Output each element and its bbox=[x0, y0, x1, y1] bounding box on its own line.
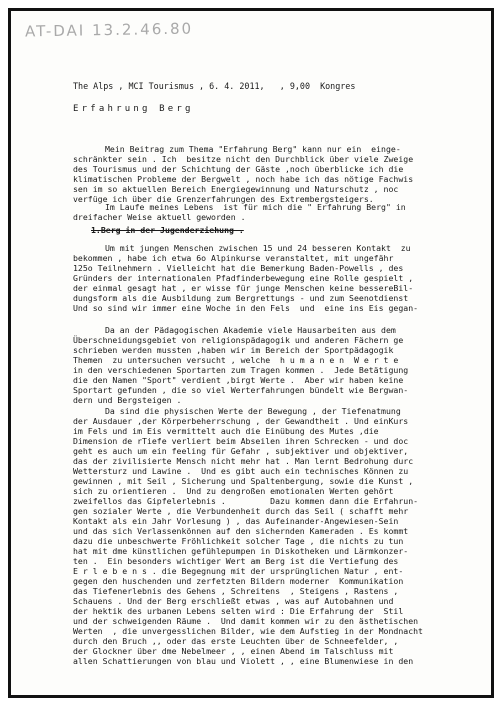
text-line: sich zu orientieren . Und zu dengroßen emotionalen Werten gehört bbox=[73, 486, 394, 496]
text-line: klimatischen Probleme der Bergwelt , noch habe ich das nötige Fachwis bbox=[73, 174, 414, 184]
text-line: Mein Beitrag zum Thema "Erfahrung Berg" kann nur ein einge- bbox=[105, 144, 401, 154]
text-line: durch den Bruch ,, oder das erste Leuchten über de Schneefelder, , bbox=[73, 636, 399, 646]
text-line: geht es auch um ein feeling für Gefahr , subjektiver und objektiver, bbox=[73, 446, 409, 456]
text-line: das Tiefenerlebnis des Gehens , Schreitens , Steigens , Rastens , bbox=[73, 586, 399, 596]
text-line: dern und Bergsteigen . bbox=[73, 395, 182, 405]
text-line: Dimension de rTiefe verliert beim Abseilen ihren Schrecken - und doc bbox=[73, 436, 409, 446]
text-line: Überschneidungsgebiet von religionspädagogik und anderen Fächern ge bbox=[73, 335, 404, 345]
text-line: dungsform als die Ausbildung zum Bergrettungs - und zum Seenotdienst bbox=[73, 293, 409, 303]
text-line: und das sich Verlassenkönnen auf den sichernden Kameraden . Es kommt bbox=[73, 526, 409, 536]
text-line: Sportart gefunden , die so viel Werterfahrungen bündelt wie Bergwan- bbox=[73, 385, 409, 395]
text-line: sen im so aktuellen Bereich Energiegewinnung und Naturschutz , noc bbox=[73, 184, 399, 194]
text-line: und der schweigenden Räume . Und damit kommen wir zu den ästhetischen bbox=[73, 616, 419, 626]
text-line: der hektik des urbanen Lebens selten wird : Die Erfahrung der Stil bbox=[73, 606, 404, 616]
document-header: The Alps , MCI Tourismus , 6. 4. 2011, , 9,00 Kongres bbox=[73, 81, 356, 91]
text-line: Da an der Pädagogischen Akademie viele Hausarbeiten aus dem bbox=[105, 325, 396, 335]
text-line: hat mit dme künstlichen gefühlepumpen in Diskotheken und Lärmkonzer- bbox=[73, 546, 409, 556]
text-line: Gründers der internationalen Pfadfinderbewegung eine Rolle gespielt , bbox=[73, 273, 414, 283]
text-line: der Glockner über dme Nebelmeer , , einen Abend im Talschluss mit bbox=[73, 646, 394, 656]
text-line: schränkter sein . Ich besitze nicht den Durchblick über viele Zweige bbox=[73, 154, 414, 164]
text-line: schrieben werden mussten ,haben wir im Bereich der Sportpädagogik bbox=[73, 345, 394, 355]
text-line: allen Schattierungen von blau und Violett , , eine Blumenwiese in den bbox=[73, 656, 414, 666]
text-line: 125o Teilnehmern . Vielleicht hat die Bemerkung Baden-Powells , des bbox=[73, 263, 404, 273]
text-line: bekommen , habe ich etwa 6o Alpinkurse veranstaltet, mit ungefähr bbox=[73, 253, 394, 263]
text-line: dazu die unbeschwerte Fröhlichkeit solcher Tage , die nichts zu tun bbox=[73, 536, 404, 546]
text-line: Wettersturz und Lawine . Und es gibt auch ein technisches Können zu bbox=[73, 466, 409, 476]
text-line: Da sind die physischen Werte der Bewegung , der Tiefenatmung bbox=[105, 406, 401, 416]
section-heading: 1.Berg in der Jugenderziehung . bbox=[91, 225, 244, 235]
text-line: gegen den huschenden und zerfetzten Bildern moderner Kommunikation bbox=[73, 576, 404, 586]
text-line: E r l e b e n s . die Begegnung mit der ursprünglichen Natur , ent- bbox=[73, 566, 404, 576]
text-line: zweifellos das Gipfelerlebnis . Dazu kommen dann die Erfahrun- bbox=[73, 496, 419, 506]
text-line: verfüge ich über die Grenzerfahrungen des Extrembergsteigers. bbox=[73, 194, 374, 204]
text-line: die den Namen "Sport" verdient ,birgt Werte . Aber wir haben keine bbox=[73, 375, 404, 385]
text-line: ten . Ein besonders wichtiger Wert am Berg ist die Vertiefung des bbox=[73, 556, 399, 566]
document-title: Erfahrung Berg bbox=[73, 104, 194, 114]
text-line: Im Laufe meines Lebens ist für mich die " Erfahrung Berg" in bbox=[105, 202, 406, 212]
text-line: in den verschiedenen Sportarten zum Tragen kommen . Jede Betätigung bbox=[73, 365, 409, 375]
text-line: Und so sind wir immer eine Woche in den Fels und eine ins Eis gegan- bbox=[73, 303, 419, 313]
text-line: der Ausdauer ,der Körperbeherrschung , der Gewandtheit . Und einKurs bbox=[73, 416, 409, 426]
text-line: der einmal gesagt hat , er wisse für junge Menschen keine bessereBil- bbox=[73, 283, 414, 293]
text-line: gewinnen , mit Seil , Sicherung und Spaltenbergung, sowie die Kunst , bbox=[73, 476, 414, 486]
document-page bbox=[8, 8, 494, 698]
text-line: Themen zu untersuchen versucht , welche h u m a n e n W e r t e bbox=[73, 355, 399, 365]
text-line: Werten , die unvergesslichen Bilder, wie dem Aufstieg in der Mondnacht bbox=[73, 626, 423, 636]
text-line: Kontakt als ein Jahr Vorlesung ) , das Aufeinander-Angewiesen-Sein bbox=[73, 516, 399, 526]
text-line: dreifacher Weise aktuell geworden . bbox=[73, 212, 246, 222]
archive-stamp: AT-DAI 13.2.46.80 bbox=[24, 19, 194, 41]
text-line: des Tourismus und der Schichtung der Gäste ,noch überblicke ich die bbox=[73, 164, 404, 174]
text-line: gen sozialer Werte , die Verbundenheit durch das Seil ( schafft mehr bbox=[73, 506, 409, 516]
text-line: das der zivilisierte Mensch nicht mehr hat . Man lernt Bedrohung durc bbox=[73, 456, 414, 466]
text-line: Schauens . Und der Berg erschließt etwas , was auf Autobahnen und bbox=[73, 596, 394, 606]
text-line: im Fels und im Eis vermittelt auch die Einübung des Mutes ,die bbox=[73, 426, 379, 436]
text-line: Um mit jungen Menschen zwischen 15 und 24 besseren Kontakt zu bbox=[105, 243, 411, 253]
